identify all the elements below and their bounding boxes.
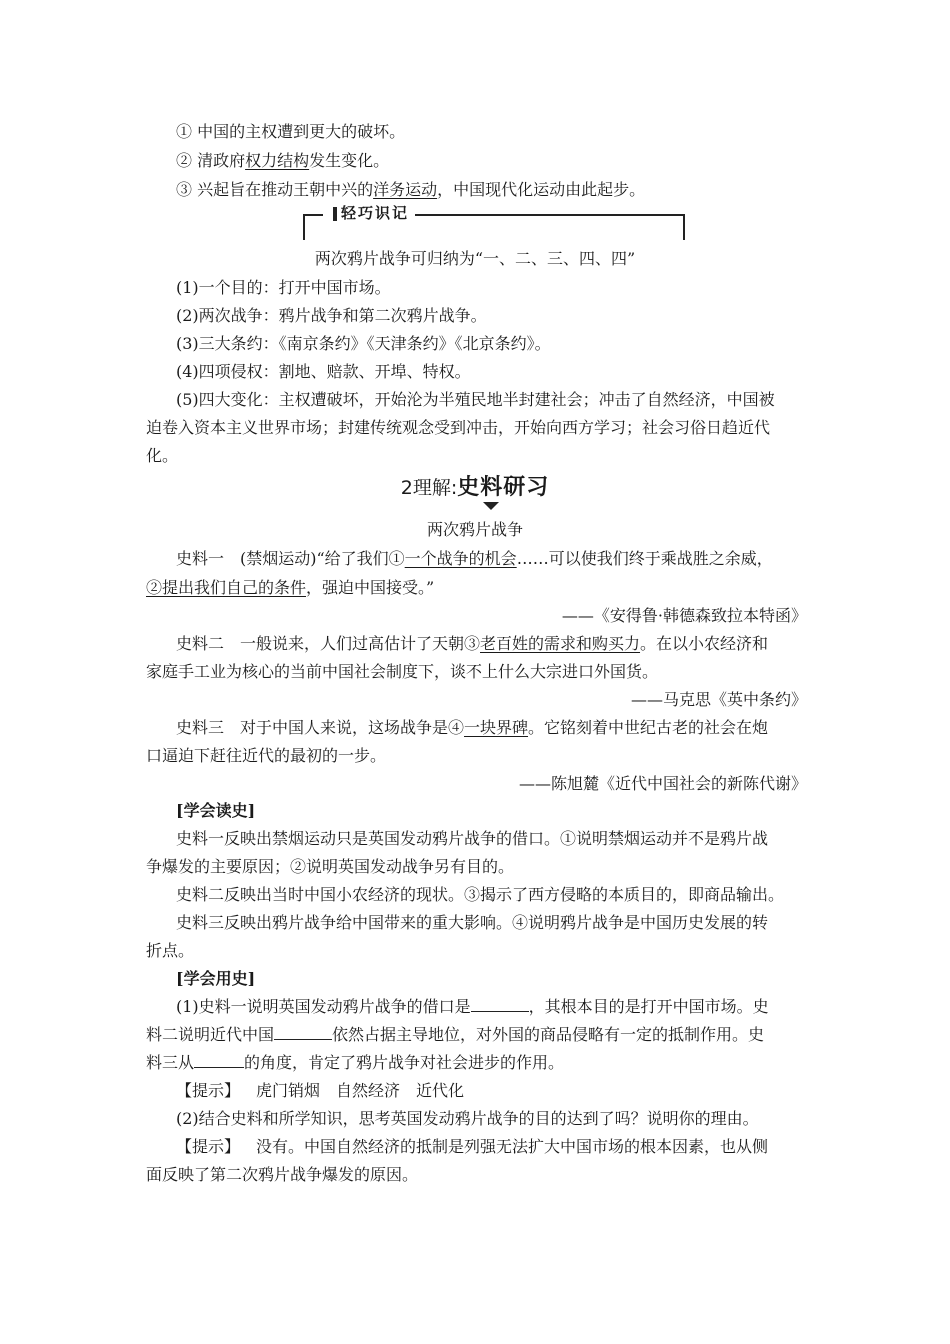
source-1-line-2 [146, 576, 434, 600]
memory-item-5-line-3 [146, 444, 178, 468]
source-2-line-2 [146, 660, 658, 684]
question-2 [176, 1107, 759, 1131]
intro-line-3 [176, 178, 645, 202]
source-3-line-1 [176, 716, 768, 740]
source-1-line-1 [176, 547, 773, 571]
reading-p1-line-1 [176, 827, 768, 851]
reading-p2 [176, 883, 784, 907]
intro-underline-3: 洋务运动 [373, 180, 438, 199]
hint-2-label: 【提示】 [176, 1137, 241, 1156]
question-1-text-b: ，其根本目的是打开中国市场。史 [528, 997, 769, 1016]
source-3-text-c: 口逼迫下赶往近代的最初的一步。 [146, 746, 387, 765]
source-1-text-a: 史料一 (禁烟运动)“给了我们① [176, 549, 405, 568]
source-3-text-a: 史料三 对于中国人来说，这场战争是④ [176, 718, 465, 737]
intro-text-3b: ，中国现代化运动由此起步。 [437, 180, 646, 199]
source-2-underline: 老百姓的需求和购买力 [480, 634, 641, 653]
question-1-line-1 [176, 995, 769, 1019]
source-2-text-b: 。在以小农经济和 [640, 634, 769, 653]
hint-2-line-2 [146, 1163, 418, 1187]
question-1-text-a: (1)史料一说明英国发动鸦片战争的借口是 [176, 997, 471, 1016]
intro-text-1: ① 中国的主权遭到更大的破坏。 [176, 122, 406, 141]
intro-line-1 [176, 120, 405, 144]
memory-item-text-3: (3)三大条约：《南京条约》《天津条约》《北京条约》。 [176, 334, 551, 353]
reading-p1-line-2 [146, 855, 514, 879]
reading-p3-text-a: 史料三反映出鸦片战争给中国带来的重大影响。④说明鸦片战争是中国历史发展的转 [176, 913, 769, 932]
section-number: 2理解: [400, 477, 458, 499]
hint-2-line-1 [176, 1135, 768, 1159]
source-1-cite-text: ——《安得鲁·韩德森致拉本特函》 [561, 606, 807, 625]
reading-p3-line-2 [146, 939, 194, 963]
hint-1 [176, 1079, 464, 1103]
question-2-text: (2)结合史料和所学知识，思考英国发动鸦片战争的目的达到了吗？说明你的理由。 [176, 1109, 759, 1128]
memory-item-3 [176, 332, 551, 356]
memory-item-5-line-1 [176, 388, 775, 412]
memory-item-4 [176, 360, 471, 384]
source-1-citation [562, 604, 807, 628]
source-2-text-c: 家庭手工业为核心的当前中国社会制度下，谈不上什么大宗进口外国货。 [146, 662, 659, 681]
answer-blank-1[interactable] [471, 995, 529, 1012]
source-2-text-a: 史料二 一般说来，人们过高估计了天朝③ [176, 634, 481, 653]
intro-text-2b: 发生变化。 [309, 151, 390, 170]
reading-p1-text-a: 史料一反映出禁烟运动只是英国发动鸦片战争的借口。①说明禁烟运动并不是鸦片战 [176, 829, 769, 848]
hint-2-answer-b: 面反映了第二次鸦片战争爆发的原因。 [146, 1165, 419, 1184]
section-title: 史料研习 [457, 475, 550, 500]
question-1-text-d: 依然占据主导地位，对外国的商品侵略有一定的抵制作用。史 [332, 1025, 765, 1044]
memory-item-text-4: (4)四项侵权：割地、赔款、开埠、特权。 [176, 362, 471, 381]
intro-text-3a: ③ 兴起旨在推动王朝中兴的 [176, 180, 374, 199]
reading-heading-text: [学会读史] [176, 801, 256, 820]
memory-item-2 [176, 304, 487, 328]
memory-title-text: 两次鸦片战争可归纳为“一、二、三、四、四” [314, 249, 636, 268]
label-bar-icon [333, 207, 337, 221]
memory-item-text-1: (1)一个目的：打开中国市场。 [176, 278, 391, 297]
memory-box-label [323, 202, 415, 223]
source-3-underline: 一块界碑 [464, 718, 529, 737]
section-arrow-icon [483, 502, 499, 510]
source-2-line-1 [176, 632, 768, 656]
question-1-line-2 [146, 1023, 764, 1047]
intro-line-2 [176, 149, 389, 173]
reading-p3-line-1 [176, 911, 768, 935]
using-heading [176, 967, 255, 991]
memory-item-text-5b: 迫卷入资本主义世界市场；封建传统观念受到冲击，开始向西方学习；社会习俗日趋近代 [146, 418, 771, 437]
question-1-text-c: 料二说明近代中国 [146, 1025, 275, 1044]
section-heading [0, 475, 950, 501]
source-3-cite-text: ——陈旭麓《近代中国社会的新陈代谢》 [518, 774, 807, 793]
question-1-line-3 [146, 1051, 564, 1075]
intro-text-2a: ② 清政府 [176, 151, 246, 170]
memory-item-text-5a: (5)四大变化：主权遭破坏，开始沦为半殖民地半封建社会；冲击了自然经济，中国被 [176, 390, 775, 409]
question-1-text-f: 的角度，肯定了鸦片战争对社会进步的作用。 [244, 1053, 565, 1072]
source-3-text-b: 。它铭刻着中世纪古老的社会在炮 [528, 718, 769, 737]
source-1-text-c: ，强迫中国接受。” [306, 578, 435, 597]
hint-1-label: 【提示】 [176, 1081, 241, 1100]
hint-2-answer-a: 没有。中国自然经济的抵制是列强无法扩大中国市场的根本因素，也从侧 [256, 1137, 769, 1156]
source-1-underline-2: ②提出我们自己的条件 [146, 578, 307, 597]
reading-heading [176, 799, 255, 823]
memory-item-1 [176, 276, 391, 300]
memory-label-text: 轻巧识记 [341, 204, 410, 222]
source-2-citation [631, 688, 807, 712]
memory-box-frame [303, 204, 685, 240]
source-1-underline-1: 一个战争的机会 [404, 549, 517, 568]
source-3-citation [519, 772, 807, 796]
memory-title [0, 247, 950, 271]
using-heading-text: [学会用史] [176, 969, 256, 988]
source-1-text-b: ……可以使我们终于乘战胜之余威， [516, 549, 773, 568]
source-3-line-2 [146, 744, 386, 768]
intro-underline-2: 权力结构 [245, 151, 310, 170]
reading-p1-text-b: 争爆发的主要原因；②说明英国发动战争另有目的。 [146, 857, 515, 876]
reading-p2-text: 史料二反映出当时中国小农经济的现状。③揭示了西方侵略的本质目的，即商品输出。 [176, 885, 785, 904]
answer-blank-3[interactable] [194, 1051, 244, 1068]
section-subtitle [0, 518, 950, 542]
memory-item-text-2: (2)两次战争：鸦片战争和第二次鸦片战争。 [176, 306, 487, 325]
memory-item-text-5c: 化。 [146, 446, 179, 465]
reading-p3-text-b: 折点。 [146, 941, 195, 960]
source-2-cite-text: ——马克思《英中条约》 [630, 690, 807, 709]
memory-item-5-line-2 [146, 416, 770, 440]
answer-blank-2[interactable] [274, 1023, 332, 1040]
question-1-text-e: 料三从 [146, 1053, 195, 1072]
hint-1-answer: 虎门销烟 自然经济 近代化 [256, 1081, 465, 1100]
section-subtitle-text: 两次鸦片战争 [426, 520, 523, 539]
